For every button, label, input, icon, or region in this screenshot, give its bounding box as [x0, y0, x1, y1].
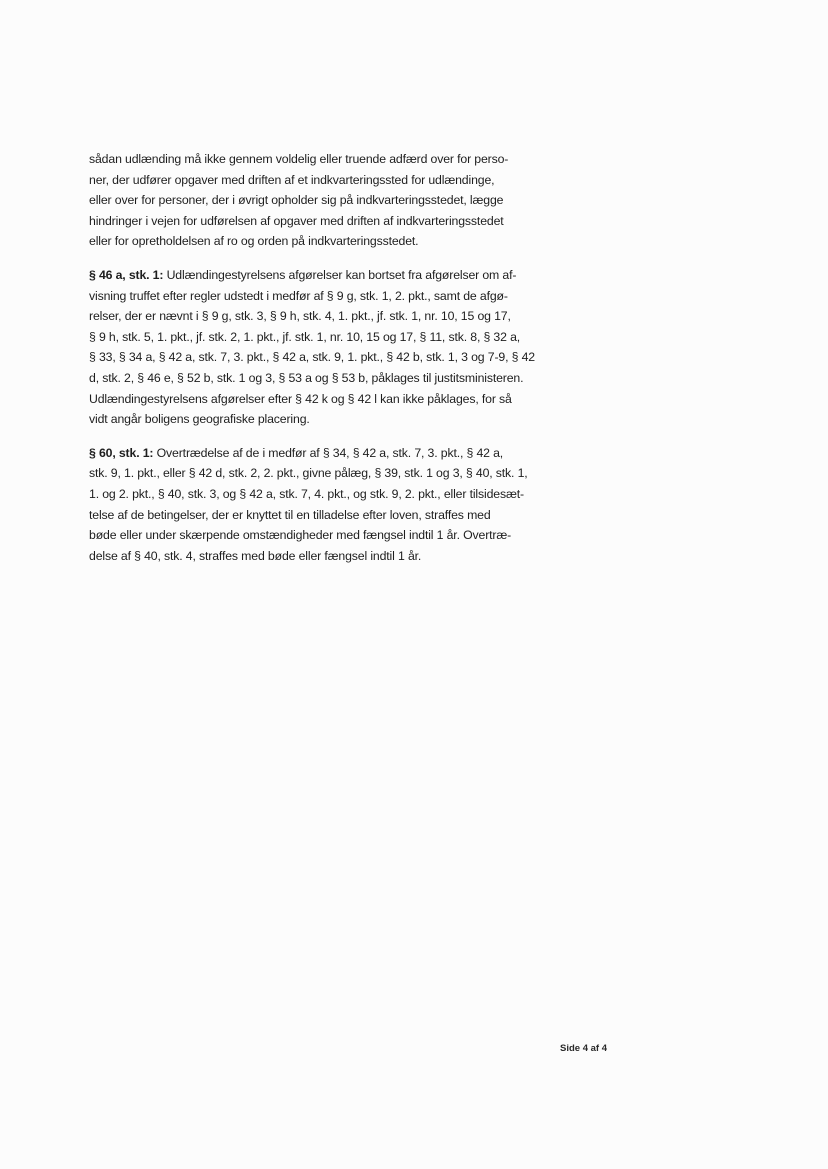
text-line: delse af § 40, stk. 4, straffes med bøde eller fængsel indtil 1 år. — [89, 548, 422, 563]
paragraph-section-60 — [89, 443, 575, 567]
text-line: eller for opretholdelsen af ro og orden på indkvarteringsstedet. — [89, 234, 419, 249]
text-line: sådan udlænding må ikke gennem voldelig eller truende adfærd over for perso- — [89, 152, 509, 166]
text-line: bøde eller under skærpende omstændigheder med fængsel indtil 1 år. Overtræ- — [89, 528, 512, 543]
text-line: hindringer i vejen for udførelsen af opgaver med driften af indkvarteringsstedet — [89, 213, 504, 228]
text-line: d, stk. 2, § 46 e, § 52 b, stk. 1 og 3, § 53 a og § 53 b, påklages til justitsministeren. — [89, 370, 524, 385]
text-line — [89, 265, 575, 286]
section-reference: § 60, stk. 1: — [89, 445, 154, 460]
text-line: eller over for personer, der i øvrigt opholder sig på indkvarteringsstedet, lægge — [89, 193, 504, 208]
text-line: vidt angår boligens geografiske placering. — [89, 412, 310, 427]
text-line: telse af de betingelser, der er knyttet til en tilladelse efter loven, straffes med — [89, 507, 491, 522]
text-line: relser, der er nævnt i § 9 g, stk. 3, § 9 h, stk. 4, 1. pkt., jf. stk. 1, nr. 10, 15 og 17, — [89, 309, 511, 324]
text-line: § 9 h, stk. 5, 1. pkt., jf. stk. 2, 1. pkt., jf. stk. 1, nr. 10, 15 og 17, § 11, stk. 8, § 32 a, — [89, 329, 521, 344]
text-line: 1. og 2. pkt., § 40, stk. 3, og § 42 a, stk. 7, 4. pkt., og stk. 9, 2. pkt., eller tilsidesæt- — [89, 486, 524, 501]
paragraph-section-46a — [89, 265, 575, 430]
text-fragment: Overtrædelse af de i medfør af § 34, § 42 a, stk. 7, 3. pkt., § 42 a, — [153, 445, 504, 460]
text-line — [89, 443, 575, 464]
text-line: stk. 9, 1. pkt., eller § 42 d, stk. 2, 2. pkt., givne pålæg, § 39, stk. 1 og 3, § 40, stk. 1, — [89, 466, 528, 481]
text-line: ner, der udfører opgaver med driften af et indkvarteringssted for udlændinge, — [89, 172, 495, 187]
body-text — [89, 149, 575, 579]
page-number: Side 4 af 4 — [560, 1043, 607, 1054]
text-line: visning truffet efter regler udstedt i medfør af § 9 g, stk. 1, 2. pkt., samt de afgø- — [89, 288, 508, 303]
text-fragment: Udlændingestyrelsens afgørelser kan bortset fra afgørelser om af- — [163, 267, 517, 282]
section-reference: § 46 a, stk. 1: — [89, 267, 164, 282]
text-line: § 33, § 34 a, § 42 a, stk. 7, 3. pkt., § 42 a, stk. 9, 1. pkt., § 42 b, stk. 1, 3 og 7-9, § 42 — [89, 350, 535, 365]
paragraph-continuation — [89, 149, 575, 252]
text-line: Udlændingestyrelsens afgørelser efter § 42 k og § 42 l kan ikke påklages, for så — [89, 391, 512, 406]
